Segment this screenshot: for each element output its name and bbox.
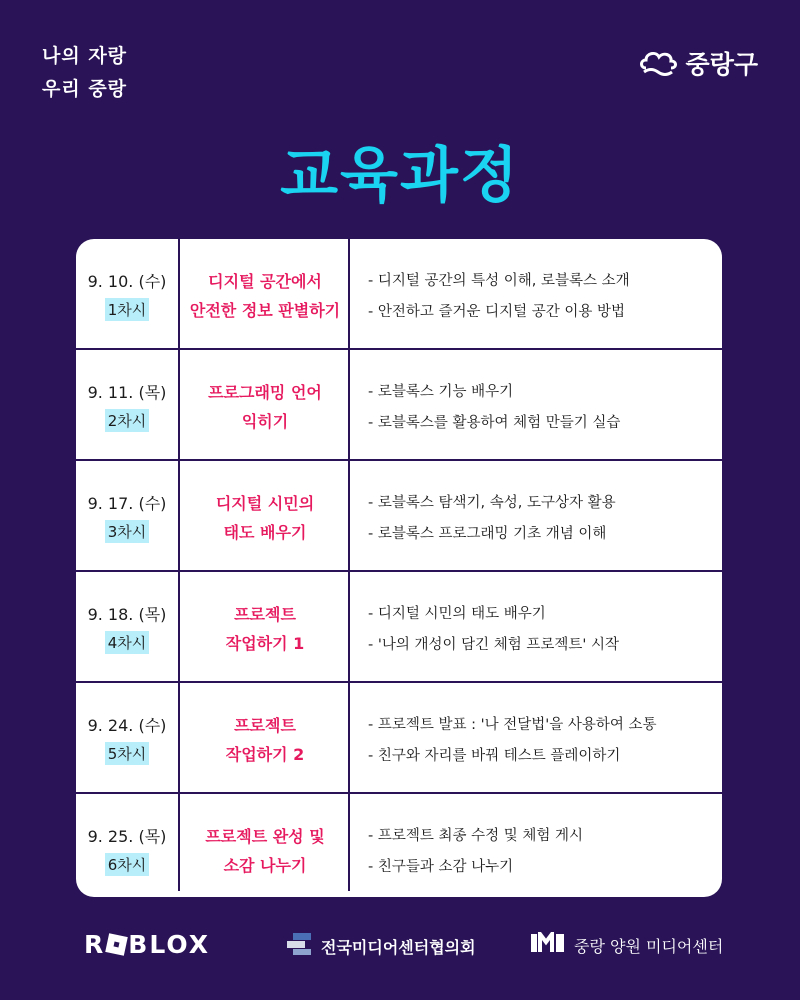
slogan — [42, 40, 127, 106]
brand-name: 중랑구 — [685, 50, 758, 79]
roblox-tilted-square-icon — [105, 933, 128, 956]
session-number: 3차시 — [105, 520, 150, 543]
roblox-logo: R BLOX — [84, 930, 210, 959]
session-number: 2차시 — [105, 409, 150, 432]
table-row — [76, 570, 722, 683]
session-number: 4차시 — [105, 631, 150, 654]
session-number: 1차시 — [105, 298, 150, 321]
session-detail: - 로블록스 탐색기, 속성, 도구상자 활용 — [368, 494, 616, 511]
session-detail: - 디지털 공간의 특성 이해, 로블록스 소개 — [368, 272, 630, 289]
session-topic: 작업하기 1 — [225, 633, 305, 653]
session-detail: - 안전하고 즐거운 디지털 공간 이용 방법 — [368, 303, 625, 320]
session-detail: - 친구와 자리를 바꿔 테스트 플레이하기 — [368, 747, 621, 764]
session-number: 6차시 — [105, 853, 150, 876]
slogan-line-2: 우리 중랑 — [42, 78, 128, 100]
session-date: 9. 10. (수) — [87, 271, 167, 291]
session-detail: - 로블록스 프로그래밍 기초 개념 이해 — [368, 525, 607, 542]
session-detail: - 로블록스 기능 배우기 — [368, 383, 514, 400]
cloud-wave-icon — [638, 48, 678, 78]
session-topic: 프로그래밍 언어 — [208, 382, 322, 402]
session-detail: - 프로젝트 최종 수정 및 체험 게시 — [368, 827, 583, 844]
jungnang-brand-logo — [638, 45, 758, 81]
session-topic: 프로젝트 — [234, 715, 296, 735]
session-topic: 익히기 — [241, 411, 289, 431]
page-title: 교육과정 — [280, 141, 520, 211]
session-date: 9. 24. (수) — [87, 715, 167, 735]
session-date: 9. 25. (목) — [87, 826, 167, 846]
session-topic: 디지털 시민의 — [215, 493, 315, 513]
session-topic: 디지털 공간에서 — [208, 271, 322, 291]
session-number: 5차시 — [105, 742, 150, 765]
media-center-mark-icon — [530, 932, 566, 958]
session-detail: - 친구들과 소감 나누기 — [368, 858, 514, 875]
table-row — [76, 681, 722, 794]
table-row — [76, 792, 722, 897]
session-detail: - 디지털 시민의 태도 배우기 — [368, 605, 546, 622]
table-row — [76, 239, 722, 350]
session-topic: 소감 나누기 — [223, 855, 307, 875]
table-row — [76, 348, 722, 461]
session-topic: 프로젝트 — [234, 604, 296, 624]
schedule-table — [76, 239, 722, 897]
session-date: 9. 11. (목) — [87, 382, 167, 402]
session-topic: 프로젝트 완성 및 — [205, 826, 325, 846]
stacked-blocks-icon — [285, 932, 313, 960]
session-date: 9. 18. (목) — [87, 604, 167, 624]
session-detail: - 프로젝트 발표 : '나 전달법'을 사용하여 소통 — [368, 716, 657, 733]
session-date: 9. 17. (수) — [87, 493, 167, 513]
session-topic: 작업하기 2 — [225, 744, 305, 764]
org-name-media-center: 중랑 양원 미디어센터 — [574, 936, 724, 956]
org-name-council: 전국미디어센터협의회 — [321, 937, 476, 957]
session-topic: 태도 배우기 — [223, 522, 307, 542]
session-detail: - 로블록스를 활용하여 체험 만들기 실습 — [368, 414, 621, 431]
footer — [0, 928, 800, 960]
slogan-line-1: 나의 자랑 — [42, 45, 128, 67]
media-center-council-logo — [285, 932, 476, 960]
session-detail: - '나의 개성이 담긴 체험 프로젝트' 시작 — [368, 636, 619, 653]
jungnang-media-center-logo — [530, 932, 723, 958]
table-row — [76, 459, 722, 572]
session-topic: 안전한 정보 판별하기 — [189, 300, 341, 320]
